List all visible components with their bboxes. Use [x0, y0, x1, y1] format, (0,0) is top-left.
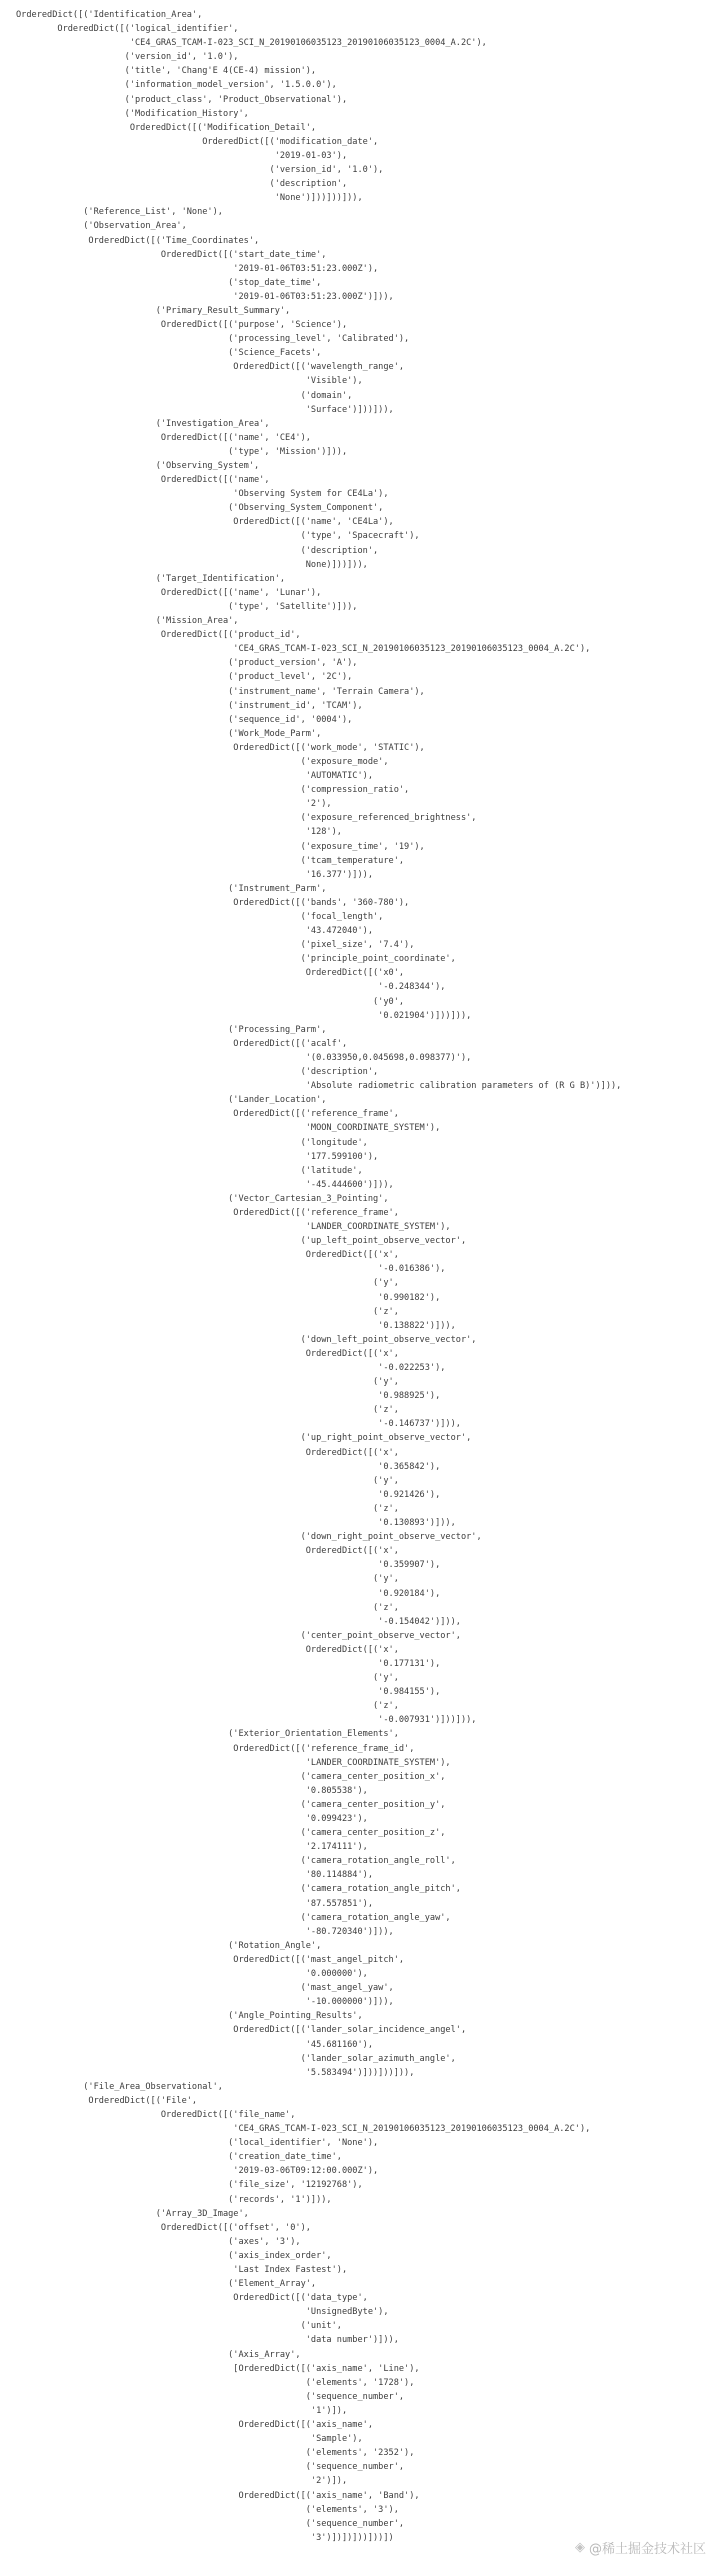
code-line: ('exposure_time', '19'), — [16, 841, 425, 852]
code-line: 'CE4_GRAS_TCAM-I-023_SCI_N_20190106035123_20190106035123_0004_A.2C'), — [16, 2124, 591, 2135]
code-line: ('description', — [16, 1067, 379, 1078]
code-line: '2019-01-06T03:51:23.000Z'), — [16, 263, 379, 274]
code-line: 'CE4_GRAS_TCAM-I-023_SCI_N_20190106035123_20190106035123_0004_A.2C'), — [16, 644, 591, 655]
code-line: ('local_identifier', 'None'), — [16, 2138, 379, 2149]
code-line: OrderedDict([('bands', '360-780'), — [16, 897, 410, 908]
code-line: ('exposure_referenced_brightness', — [16, 813, 477, 824]
code-line: ('y', — [16, 1278, 399, 1289]
code-line: ('sequence_number', — [16, 2391, 405, 2402]
code-line: ('Observation_Area', — [16, 221, 187, 232]
code-line: ('latitude', — [16, 1165, 363, 1176]
code-line: '0.984155'), — [16, 1687, 441, 1698]
code-line: '-0.248344'), — [16, 982, 446, 993]
code-line: ('Target_Identification', — [16, 573, 286, 584]
code-line: ('compression_ratio', — [16, 785, 410, 796]
code-line: ('exposure_mode', — [16, 756, 389, 767]
code-line: '-0.146737')])), — [16, 1419, 461, 1430]
code-line: ('tcam_temperature', — [16, 855, 405, 866]
code-line: OrderedDict([('reference_frame_id', — [16, 1743, 415, 1754]
code-line: '3')])])]))]))]) — [16, 2532, 394, 2543]
code-line: ('y', — [16, 1673, 399, 1684]
code-line: ('z', — [16, 1306, 399, 1317]
code-line: ('description', — [16, 179, 348, 190]
code-line: OrderedDict([('x', — [16, 1546, 399, 1557]
code-line: OrderedDict([('x0', — [16, 968, 405, 979]
code-line: 'LANDER_COORDINATE_SYSTEM'), — [16, 1757, 451, 1768]
code-line: OrderedDict([('lander_solar_incidence_angel', — [16, 2025, 467, 2036]
code-line: OrderedDict([('File', — [16, 2095, 198, 2106]
code-line: '5.583494')]))]))])), — [16, 2067, 415, 2078]
code-line: ('records', '1')])), — [16, 2194, 332, 2205]
code-line: OrderedDict([('x', — [16, 1447, 399, 1458]
code-line: ('Element_Array', — [16, 2279, 317, 2290]
code-line: ('File_Area_Observational', — [16, 2081, 223, 2092]
code-line: '0.177131'), — [16, 1658, 441, 1669]
code-line: 'Surface')]))])), — [16, 404, 394, 415]
code-line: ('camera_rotation_angle_yaw', — [16, 1912, 451, 1923]
code-line: OrderedDict([('modification_date', — [16, 136, 379, 147]
code-line: OrderedDict([('mast_angel_pitch', — [16, 1954, 405, 1965]
code-line: ('version_id', '1.0'), — [16, 165, 384, 176]
code-line: ('camera_rotation_angle_roll', — [16, 1856, 456, 1867]
code-line: 'Sample'), — [16, 2434, 363, 2445]
code-line: ('up_right_point_observe_vector', — [16, 1433, 472, 1444]
code-line: 'AUTOMATIC'), — [16, 771, 373, 782]
code-line: OrderedDict([('x', — [16, 1250, 399, 1261]
code-line: ('Observing_System', — [16, 461, 260, 471]
code-line: '0.021904')]))])), — [16, 1010, 472, 1021]
code-line: ('pixel_size', '7.4'), — [16, 940, 415, 951]
code-line: '0.138822')])), — [16, 1320, 456, 1331]
code-line: [OrderedDict([('axis_name', 'Line'), — [16, 2363, 420, 2374]
code-line: ('y', — [16, 1574, 399, 1585]
code-line: 'UnsignedByte'), — [16, 2307, 389, 2318]
code-line: ('camera_center_position_x', — [16, 1771, 446, 1782]
code-line: OrderedDict([('name', 'Lunar'), — [16, 587, 322, 598]
code-line: ('camera_center_position_z', — [16, 1828, 446, 1839]
code-line: '16.377')])), — [16, 869, 373, 880]
code-line: OrderedDict([('name', 'CE4La'), — [16, 517, 394, 528]
code-line: ('Reference_List', 'None'), — [16, 207, 223, 218]
code-line: ('title', 'Chang'E 4(CE-4) mission'), — [16, 66, 317, 77]
code-line: ('instrument_id', 'TCAM'), — [16, 700, 363, 711]
nugget-logo-icon: ◈ — [574, 2540, 585, 2555]
code-line: '1')]), — [16, 2405, 348, 2416]
code-line: ('elements', '1728'), — [16, 2377, 415, 2388]
code-line: OrderedDict([('offset', '0'), — [16, 2222, 311, 2233]
code-line: ('sequence_number', — [16, 2518, 405, 2529]
code-line: '2019-01-06T03:51:23.000Z')])), — [16, 291, 394, 302]
code-line: ('Rotation_Angle', — [16, 1940, 322, 1951]
code-line: ('Investigation_Area', — [16, 418, 270, 429]
code-line: '(0.033950,0.045698,0.098377)'), — [16, 1052, 472, 1063]
code-line: OrderedDict([('reference_frame', — [16, 1109, 399, 1120]
code-line: ('z', — [16, 1602, 399, 1613]
code-line: ('elements', '3'), — [16, 2504, 399, 2515]
code-line: ('camera_center_position_y', — [16, 1799, 446, 1810]
code-line: OrderedDict([('wavelength_range', — [16, 362, 405, 373]
code-line: '-0.016386'), — [16, 1264, 446, 1275]
code-line: ('camera_rotation_angle_pitch', — [16, 1884, 461, 1895]
code-line: ('product_version', 'A'), — [16, 658, 358, 669]
code-line: '-10.000000')])), — [16, 1997, 394, 2008]
code-line: ('principle_point_coordinate', — [16, 954, 456, 965]
code-line: ('Processing_Parm', — [16, 1024, 327, 1035]
code-line: ('domain', — [16, 390, 353, 401]
code-line: ('axis_index_order', — [16, 2250, 332, 2261]
watermark-text: @稀土掘金技术社区 — [588, 2542, 706, 2557]
code-line: ('unit', — [16, 2321, 342, 2332]
code-line: OrderedDict([('x', — [16, 1644, 399, 1655]
code-line: ('down_right_point_observe_vector', — [16, 1532, 482, 1543]
code-line: OrderedDict([('work_mode', 'STATIC'), — [16, 742, 425, 753]
code-line: ('type', 'Mission')])), — [16, 446, 348, 457]
code-line: '0.359907'), — [16, 1560, 441, 1571]
code-line: OrderedDict([('Modification_Detail', — [16, 122, 317, 133]
code-line: ('Vector_Cartesian_3_Pointing', — [16, 1193, 389, 1204]
code-line: OrderedDict([('purpose', 'Science'), — [16, 320, 348, 331]
code-line: '177.599100'), — [16, 1151, 379, 1162]
code-line: ('center_point_observe_vector', — [16, 1630, 461, 1641]
code-line: ('Science_Facets', — [16, 348, 322, 359]
code-line: 'data number')])), — [16, 2335, 399, 2346]
code-line: ('Instrument_Parm', — [16, 883, 327, 894]
code-line: ('instrument_name', 'Terrain Camera'), — [16, 686, 425, 697]
code-line: ('Primary_Result_Summary', — [16, 305, 291, 316]
code-line: ('y', — [16, 1377, 399, 1388]
code-line: ('longitude', — [16, 1137, 368, 1148]
code-line: '-45.444600')])), — [16, 1179, 394, 1190]
code-line: ('Lander_Location', — [16, 1095, 327, 1106]
code-line: '80.114884'), — [16, 1870, 373, 1881]
code-line: OrderedDict([('name', 'CE4'), — [16, 432, 311, 443]
code-line: '2'), — [16, 799, 332, 810]
code-line: '0.130893')])), — [16, 1518, 456, 1529]
code-line: ('mast_angel_yaw', — [16, 1983, 394, 1994]
code-line: '0.099423'), — [16, 1814, 368, 1824]
code-line: ('down_left_point_observe_vector', — [16, 1334, 477, 1345]
code-line: '43.472040'), — [16, 926, 373, 937]
code-line: '2')]), — [16, 2476, 348, 2487]
code-line: '-0.022253'), — [16, 1363, 446, 1373]
code-line: 'Last Index Fastest'), — [16, 2265, 348, 2275]
code-line: '128'), — [16, 827, 342, 838]
code-line: '2.174111'), — [16, 1842, 368, 1853]
code-line: 'LANDER_COORDINATE_SYSTEM'), — [16, 1222, 451, 1233]
code-line: ('product_class', 'Product_Observational'), — [16, 94, 348, 105]
code-line: ('z', — [16, 1405, 399, 1416]
code-line: 'Absolute radiometric calibration parameters of (R G B)')])), — [16, 1081, 622, 1092]
code-line: OrderedDict([('logical_identifier', — [16, 24, 239, 35]
code-line: '0.990182'), — [16, 1292, 441, 1303]
code-line: OrderedDict([('Identification_Area', — [16, 10, 203, 20]
code-line: ('z', — [16, 1701, 399, 1712]
code-line: 'CE4_GRAS_TCAM-I-023_SCI_N_20190106035123_20190106035123_0004_A.2C'), — [16, 38, 487, 49]
code-line: ('y0', — [16, 996, 405, 1007]
code-line: ('processing_level', 'Calibrated'), — [16, 334, 410, 345]
code-line: ('sequence_id', '0004'), — [16, 714, 353, 725]
code-line: '0.988925'), — [16, 1391, 441, 1402]
code-line: OrderedDict([('reference_frame', — [16, 1207, 399, 1218]
code-line: '45.681160'), — [16, 2039, 373, 2050]
code-line: OrderedDict([('start_date_time', — [16, 249, 327, 260]
code-line: 'MOON_COORDINATE_SYSTEM'), — [16, 1123, 441, 1134]
code-line: ('description', — [16, 545, 379, 556]
code-line: OrderedDict([('name', — [16, 475, 270, 486]
code-line: '-0.154042')])), — [16, 1616, 461, 1627]
code-line: ('y', — [16, 1475, 399, 1486]
code-line: ('version_id', '1.0'), — [16, 52, 239, 63]
code-line: '2019-03-06T09:12:00.000Z'), — [16, 2166, 379, 2177]
code-line: OrderedDict([('Time_Coordinates', — [16, 235, 260, 246]
code-line: 'Observing System for CE4La'), — [16, 489, 389, 500]
code-line: '0.365842'), — [16, 1461, 441, 1472]
code-line: '0.921426'), — [16, 1489, 441, 1500]
code-line: ('product_level', '2C'), — [16, 672, 353, 683]
code-line: OrderedDict([('axis_name', — [16, 2420, 373, 2431]
code-line: '0.000000'), — [16, 1969, 368, 1980]
code-line: 'None')]))]))])), — [16, 193, 363, 204]
code-line: ('sequence_number', — [16, 2462, 405, 2473]
code-line: ('lander_solar_azimuth_angle', — [16, 2053, 456, 2064]
code-line: '-0.007931')]))])), — [16, 1715, 477, 1726]
code-line: ('focal_length', — [16, 912, 384, 922]
code-line: ('file_size', '12192768'), — [16, 2180, 363, 2191]
code-line: ('Axis_Array', — [16, 2349, 301, 2360]
code-line: ('axes', '3'), — [16, 2236, 301, 2247]
code-line: OrderedDict([('axis_name', 'Band'), — [16, 2490, 420, 2501]
code-line: ('Modification_History', — [16, 108, 249, 119]
code-line: '0.920184'), — [16, 1588, 441, 1599]
code-line: None)]))])), — [16, 559, 368, 570]
code-line: ('up_left_point_observe_vector', — [16, 1236, 467, 1247]
code-line: '87.557851'), — [16, 1898, 373, 1909]
code-line: '0.805538'), — [16, 1785, 368, 1796]
code-line: '2019-01-03'), — [16, 150, 348, 161]
code-line: ('information_model_version', '1.5.0.0'), — [16, 80, 337, 91]
code-line: OrderedDict([('data_type', — [16, 2293, 368, 2304]
code-line: OrderedDict([('acalf', — [16, 1038, 348, 1049]
code-line: ('Mission_Area', — [16, 616, 239, 627]
code-line: ('Exterior_Orientation_Elements', — [16, 1729, 399, 1740]
code-line: ('Work_Mode_Parm', — [16, 728, 322, 739]
code-line: OrderedDict([('product_id', — [16, 630, 301, 641]
code-line: ('elements', '2352'), — [16, 2448, 415, 2459]
code-line: ('type', 'Satellite')])), — [16, 601, 358, 612]
code-line: OrderedDict([('file_name', — [16, 2109, 296, 2120]
code-line: ('z', — [16, 1503, 399, 1514]
code-line: ('Angle_Pointing_Results', — [16, 2011, 363, 2022]
code-line: ('stop_date_time', — [16, 277, 322, 288]
code-line: ('Array_3D_Image', — [16, 2208, 249, 2219]
watermark — [575, 2538, 706, 2557]
code-line: OrderedDict([('x', — [16, 1348, 399, 1359]
code-line: ('creation_date_time', — [16, 2152, 342, 2163]
code-line: 'Visible'), — [16, 376, 363, 387]
code-line: '-80.720340')])), — [16, 1926, 394, 1937]
code-line: ('Observing_System_Component', — [16, 503, 384, 514]
code-line: ('type', 'Spacecraft'), — [16, 531, 420, 542]
